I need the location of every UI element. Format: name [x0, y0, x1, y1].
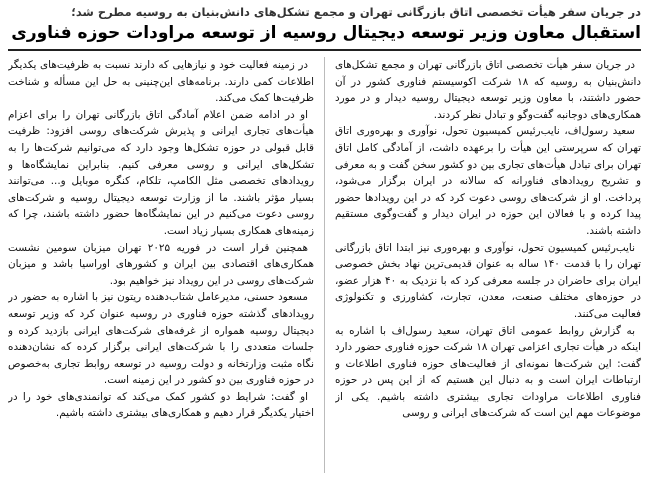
paragraph: او در ادامه ضمن اعلام آمادگی اتاق بازرگانی تهران را برای اعزام هیأت‌های تجاری ایرانی و پذیرش شرکت‌های روسی افزود: ظرفیت قابل قبولی در حوزه تشکل‌ها وجود دارد که می‌توانیم شرکت‌ها را به تشکل‌های ایرانی و روسی معرفی کنیم. بنابراین نمایشگاه‌ها و رویدادهای تخصصی مثل الکامپ، تلکام، کنگره موبایل و... می‌توانند بسیار مؤثر باشند. ما از وزارت توسعه دیجیتال روسیه و شرکت‌های روسی دعوت می‌کنیم در این نمایشگاه‌ها حضور داشته باشند، چرا که زمینه‌های همکاری بسیار زیاد است. — [8, 108, 314, 237]
article-kicker: در جریان سفر هیأت تخصصی اتاق بازرگانی تهران و مجمع تشکل‌های دانش‌بنیان به روسیه مطرح شد؛ — [71, 5, 641, 19]
paragraph: همچنین قرار است در فوریه ۲۰۲۵ تهران میزبان سومین نشست همکاری‌های اقتصادی بین ایران و کشورهای اوراسیا باشد و میزبان شرکت‌های روسی در این رویداد نیز خواهیم بود. — [8, 241, 314, 287]
left-column — [8, 57, 314, 473]
article-headline: استقبال معاون وزیر توسعه دیجیتال روسیه از توسعه مراودات حوزه فناوری — [11, 23, 641, 43]
right-column — [335, 57, 641, 473]
paragraph: مسعود حسنی، مدیرعامل شتاب‌دهنده ریتون نیز با اشاره به حضور در رویدادهای گذشته حوزه فناوری در روسیه عنوان کرد که وزیر توسعه دیجیتال روسیه همواره از غرفه‌های شرکت‌های ایرانی بازدید کرده و جلسات متعددی را با شرکت‌های ایرانی برگزار کرده که نشان‌دهنده نگاه مثبت وزارتخانه و دولت روسیه در توسعه روابط تجاری به‌خصوص در حوزه فناوری بین دو کشور در این زمینه است. — [8, 291, 314, 387]
paragraph: او گفت: شرایط دو کشور کمک می‌کند که توانمندی‌های خود را در اختیار یکدیگر قرار دهیم و همکاری‌های بیشتری داشته باشیم. — [8, 390, 314, 420]
article-body — [8, 57, 641, 473]
headline-divider — [8, 49, 641, 51]
paragraph: به گزارش روابط عمومی اتاق تهران، سعید رسول‌اف با اشاره به اینکه در هیأت تجاری اعزامی تهران ۱۸ شرکت حوزه فناوری حضور دارد گفت: این شرکت‌ها نمونه‌ای از فعالیت‌های حوزه فناوری اطلاعات و ارتباطات ایران است و به دنبال این هستیم که از این پس در حوزه فناوری اطلاعات مراودات تجاری بیشتری داشته باشیم. یکی از موضوعات مهم این است که شرکت‌های ایرانی و روسی — [335, 324, 641, 420]
paragraph: در زمینه فعالیت خود و نیازهایی که دارند نسبت به ظرفیت‌های یکدیگر اطلاعات کمی دارند. برنامه‌های این‌چنینی به حل این مسأله و شناخت ظرفیت‌ها کمک می‌کند. — [8, 59, 314, 105]
paragraph: نایب‌رئیس کمیسیون تحول، نوآوری و بهره‌وری نیز ابتدا اتاق بازرگانی تهران را با قدمت ۱۴۰ ساله به عنوان قدیمی‌ترین نهاد بخش خصوصی ایران برای حاضران در جلسه معرفی کرد که با نزدیک به ۴۰ هزار عضو، در حوزه‌های مختلف صنعت، معدن، تجارت، کشاورزی و تکنولوژی فعالیت می‌کنند. — [335, 241, 641, 320]
paragraph: سعید رسول‌اف، نایب‌رئیس کمیسیون تحول، نوآوری و بهره‌وری اتاق تهران که سرپرستی این هیأت را برعهده داشت، از آمادگی کامل اتاق تهران برای تبادل هیأت‌های تجاری بین دو کشور سخن گفت و به معرفی و تشریح رویدادهای فناورانه که سالانه در ایران برگزار می‌شود، پرداخت. او از شرکت‌های روسی دعوت کرد که در این رویدادها حضور پیدا کرده و با فعالان این حوزه در ایران دیدار و گفت‌وگوی مستقیم داشته باشند. — [335, 125, 641, 237]
column-divider — [324, 57, 325, 473]
paragraph: در جریان سفر هیأت تخصصی اتاق بازرگانی تهران و مجمع تشکل‌های دانش‌بنیان به روسیه که ۱۸ شرکت اکوسیستم فناوری کشور در آن حضور داشتند، با معاون وزیر توسعه دیجیتال روسیه دیدار و در مورد همکاری‌های دوجانبه گفت‌وگو و تبادل نظر کردند. — [335, 59, 641, 121]
